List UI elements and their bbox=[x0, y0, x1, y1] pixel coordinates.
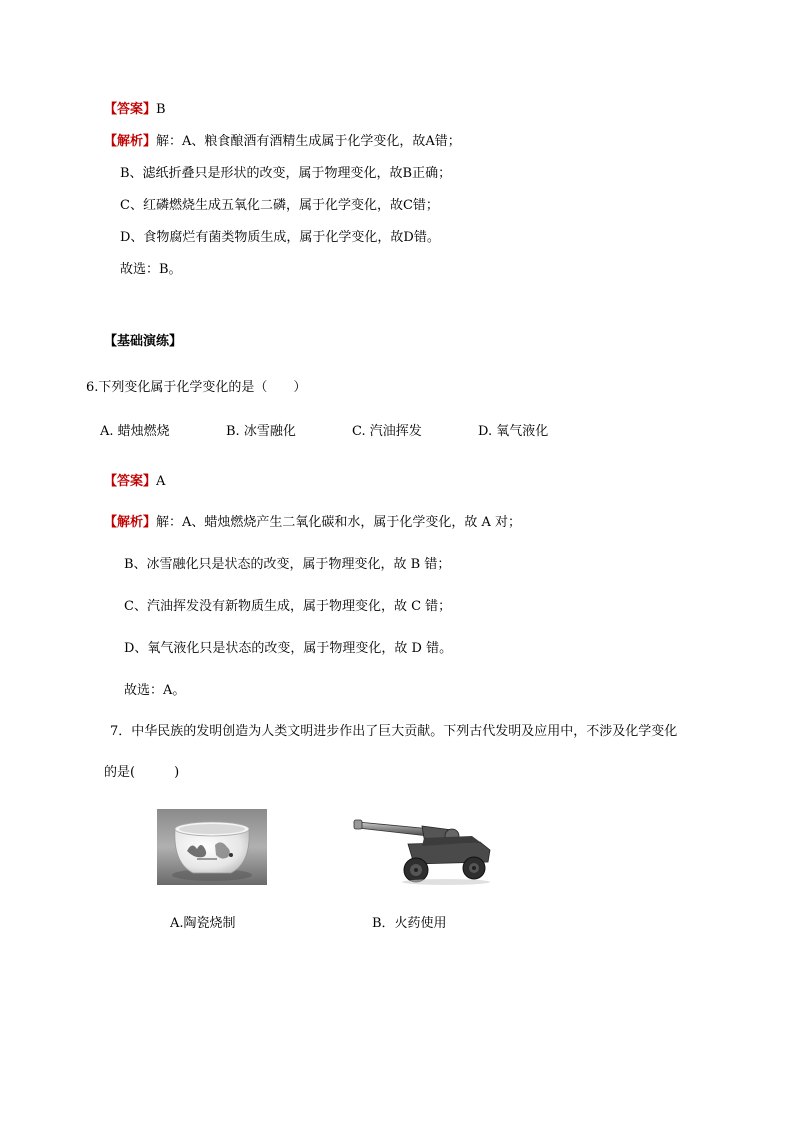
q6-analysis-line-2: B、冰雪融化只是状态的改变，属于物理变化，故 B 错； bbox=[124, 557, 451, 572]
q7-caption-b: B．火药使用 bbox=[372, 916, 447, 931]
q6-option-c: C. 汽油挥发 bbox=[352, 424, 422, 439]
q7-caption-a: A.陶瓷烧制 bbox=[170, 916, 236, 931]
q6-option-d: D. 氧气液化 bbox=[478, 424, 549, 439]
q5-conclusion: 故选：B。 bbox=[120, 262, 182, 277]
q5-analysis-line-1 bbox=[104, 134, 461, 150]
answer-value: B bbox=[156, 102, 166, 117]
analysis-tag: 【解析】 bbox=[104, 515, 157, 530]
analysis-text: 解：A、蜡烛燃烧产生二氧化碳和水，属于化学变化，故 A 对； bbox=[156, 515, 522, 530]
q5-answer-line bbox=[104, 102, 166, 118]
q7-stem-line-2: 的是( ) bbox=[104, 765, 180, 780]
answer-tag: 【答案】 bbox=[104, 102, 157, 117]
q5-analysis-line-2: B、滤纸折叠只是形状的改变，属于物理变化，故B正确； bbox=[120, 166, 452, 181]
q6-answer-line bbox=[104, 474, 165, 490]
porcelain-bowl-image bbox=[157, 809, 267, 885]
analysis-text: 解：A、粮食酿酒有酒精生成属于化学变化，故A错； bbox=[156, 134, 461, 149]
q6-analysis-line-4: D、氧气液化只是状态的改变，属于物理变化，故 D 错。 bbox=[124, 641, 453, 656]
q6-option-b: B. 冰雪融化 bbox=[226, 424, 296, 439]
q6-analysis-line-3: C、汽油挥发没有新物质生成，属于物理变化，故 C 错； bbox=[124, 599, 452, 614]
q6-conclusion: 故选：A。 bbox=[124, 683, 186, 698]
answer-value: A bbox=[156, 474, 166, 489]
cannon-image bbox=[352, 816, 496, 886]
q7-stem-line-1: 7．中华民族的发明创造为人类文明进步作出了巨大贡献。下列古代发明及应用中，不涉及化学变化 bbox=[110, 724, 678, 739]
answer-tag: 【答案】 bbox=[104, 474, 157, 489]
q5-analysis-line-3: C、红磷燃烧生成五氧化二磷，属于化学变化，故C错； bbox=[120, 198, 439, 213]
q5-analysis-line-4: D、食物腐烂有菌类物质生成，属于化学变化，故D错。 bbox=[120, 230, 440, 245]
q6-option-a: A. 蜡烛燃烧 bbox=[100, 424, 170, 439]
section-title: 【基础演练】 bbox=[104, 334, 183, 349]
q6-analysis-line-1 bbox=[104, 515, 521, 531]
q6-stem: 6.下列变化属于化学变化的是（ ） bbox=[86, 380, 307, 395]
analysis-tag: 【解析】 bbox=[104, 134, 157, 149]
